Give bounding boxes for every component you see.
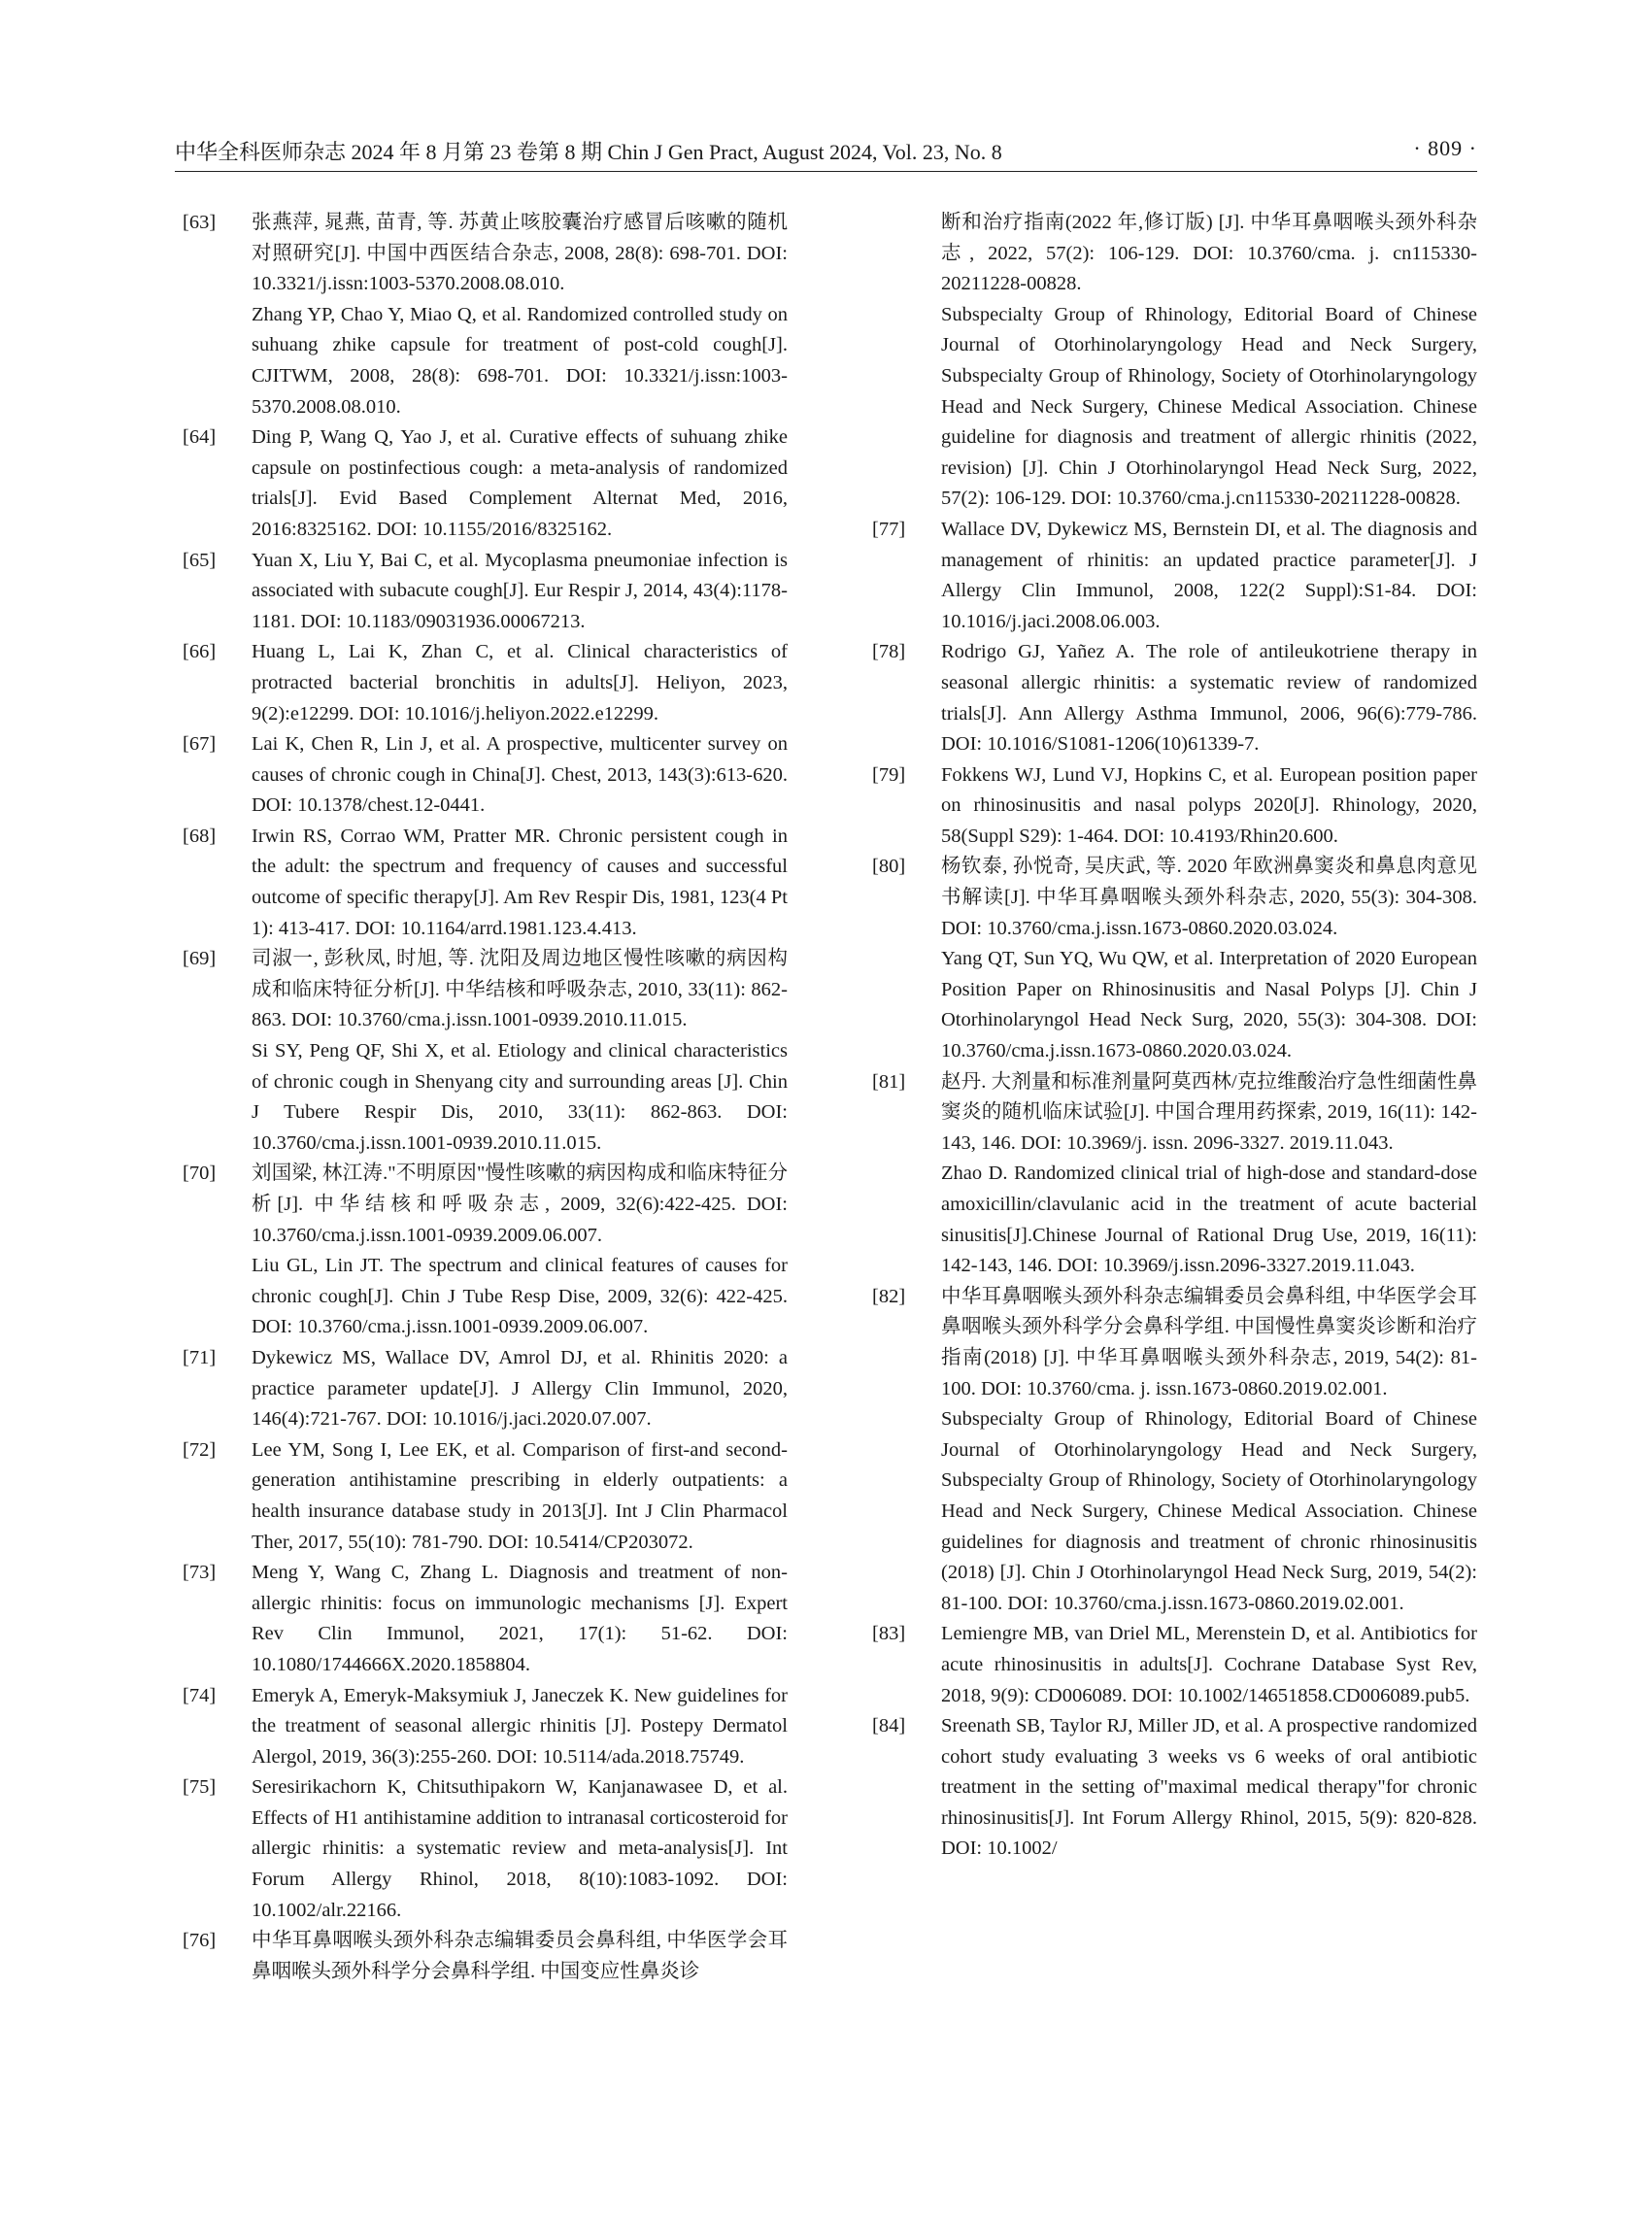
- reference-number: [65]: [183, 549, 217, 571]
- reference-entry: [183, 1772, 788, 1926]
- reference-entry: [872, 760, 1477, 853]
- reference-text: Rodrigo GJ, Yañez A. The role of antileukotriene therapy in seasonal allergic rhinitis: a systematic review of randomized trials[J]. Ann Allergy Asthma Immunol, 2006, 96(6):779-786. DOI: 10.1016/S1081-1206(10)61339-7.: [941, 641, 1477, 756]
- reference-number: [71]: [183, 1346, 217, 1368]
- reference-text: Fokkens WJ, Lund VJ, Hopkins C, et al. European position paper on rhinosinusitis and nasal polyps 2020[J]. Rhinology, 2020, 58(Suppl S29): 1-464. DOI: 10.4193/Rhin20.600.: [941, 763, 1477, 847]
- reference-text: 刘国梁, 林江涛."不明原因"慢性咳嗽的病因构成和临床特征分析[J]. 中华结核和呼吸杂志, 2009, 32(6):422-425. DOI: 10.3760/cma.j.issn.1001-0939.2009.06.007.: [252, 1163, 788, 1246]
- reference-number: [79]: [872, 763, 906, 786]
- reference-text: 司淑一, 彭秋凤, 时旭, 等. 沈阳及周边地区慢性咳嗽的病因构成和临床特征分析[J]. 中华结核和呼吸杂志, 2010, 33(11): 862-863. DOI: 10.3760/cma.j.issn.1001-0939.2010.11.015.: [252, 948, 788, 1031]
- reference-number: [66]: [183, 641, 217, 663]
- reference-text: 张燕萍, 晁燕, 苗青, 等. 苏黄止咳胶囊治疗感冒后咳嗽的随机对照研究[J]. 中国中西医结合杂志, 2008, 28(8): 698-701. DOI: 10.3321/j.issn:1003-5370.2008.08.010.: [252, 212, 788, 295]
- reference-text: Dykewicz MS, Wallace DV, Amrol DJ, et al. Rhinitis 2020: a practice parameter update[J]. J Allergy Clin Immunol, 2020, 146(4):721-767. DOI: 10.1016/j.jaci.2020.07.007.: [252, 1346, 788, 1431]
- reference-text: Subspecialty Group of Rhinology, Editorial Board of Chinese Journal of Otorhinolaryngology Head and Neck Surgery, Subspecialty Group of Rhinology, Society of Otorhinolaryngology Head and Neck Surgery, Chinese Medical Association. Chinese guidelines for diagnosis and treatment of chronic rhinosinusitis (2018) [J]. Chin J Otorhinolaryngol Head Neck Surg, 2019, 54(2): 81-100. DOI: 10.3760/cma.j.issn.1673-0860.2019.02.001.: [941, 1408, 1477, 1614]
- reference-text: Lee YM, Song I, Lee EK, et al. Comparison of first-and second-generation antihistamine prescribing in elderly outpatients: a health insurance database study in 2013[J]. Int J Clin Pharmacol Ther, 2017, 55(10): 781-790. DOI: 10.5414/CP203072.: [252, 1438, 788, 1553]
- reference-entry: [183, 822, 788, 944]
- reference-number: [72]: [183, 1438, 217, 1461]
- reference-text: Liu GL, Lin JT. The spectrum and clinical features of causes for chronic cough[J]. Chin J Tube Resp Dise, 2009, 32(6): 422-425. DOI: 10.3760/cma.j.issn.1001-0939.2009.06.007.: [252, 1255, 788, 1338]
- reference-entry: [183, 208, 788, 422]
- reference-number: [67]: [183, 733, 217, 756]
- reference-text: 中华耳鼻咽喉头颈外科杂志编辑委员会鼻科组, 中华医学会耳鼻咽喉头颈外科学分会鼻科学组. 中国慢性鼻窦炎诊断和治疗指南(2018) [J]. 中华耳鼻咽喉头颈外科杂志, 2019, 54(2): 81-100. DOI: 10.3760/cma. j. issn.1673-0860.2019.02.001.: [941, 1285, 1477, 1399]
- reference-text: Zhao D. Randomized clinical trial of high-dose and standard-dose amoxicillin/clavulanic acid in the treatment of acute bacterial sinusitis[J].Chinese Journal of Rational Drug Use, 2019, 16(11): 142-143, 146. DOI: 10.3969/j.issn.2096-3327.2019.11.043.: [941, 1163, 1477, 1277]
- reference-number: [76]: [183, 1930, 217, 1952]
- reference-number: [82]: [872, 1285, 906, 1307]
- reference-text: Zhang YP, Chao Y, Miao Q, et al. Randomized controlled study on suhuang zhike capsule for treatment of post-cold cough[J]. CJITWM, 2008, 28(8): 698-701. DOI: 10.3321/j.issn:1003-5370.2008.08.010.: [252, 303, 788, 418]
- reference-number: [83]: [872, 1623, 906, 1645]
- reference-text: Irwin RS, Corrao WM, Pratter MR. Chronic persistent cough in the adult: the spectrum and frequency of causes and successful outcome of specific therapy[J]. Am Rev Respir Dis, 1981, 123(4 Pt 1): 413-417. DOI: 10.1164/arrd.1981.123.4.413.: [252, 825, 788, 939]
- reference-entry: [183, 422, 788, 545]
- reference-text: Seresirikachorn K, Chitsuthipakorn W, Kanjanawasee D, et al. Effects of H1 antihistamine addition to intranasal corticosteroid for allergic rhinitis: a systematic review and meta-analysis[J]. Int Forum Allergy Rhinol, 2018, 8(10):1083-1092. DOI: 10.1002/alr.22166.: [252, 1776, 788, 1921]
- reference-text: Lai K, Chen R, Lin J, et al. A prospective, multicenter survey on causes of chronic cough in China[J]. Chest, 2013, 143(3):613-620. DOI: 10.1378/chest.12-0441.: [252, 733, 788, 817]
- reference-entry: [872, 1619, 1477, 1711]
- reference-entry: [183, 1435, 788, 1558]
- reference-number: [74]: [183, 1684, 217, 1706]
- reference-entry: [183, 1681, 788, 1773]
- reference-number: [84]: [872, 1715, 906, 1737]
- reference-text: Subspecialty Group of Rhinology, Editorial Board of Chinese Journal of Otorhinolaryngology Head and Neck Surgery, Subspecialty Group of Rhinology, Society of Otorhinolaryngology Head and Neck Surgery, Chinese Medical Association. Chinese guideline for diagnosis and treatment of allergic rhinitis (2022, revision) [J]. Chin J Otorhinolaryngol Head Neck Surg, 2022, 57(2): 106-129. DOI: 10.3760/cma.j.cn115330-20211228-00828.: [941, 303, 1477, 510]
- reference-number: [64]: [183, 426, 217, 449]
- reference-text: Yang QT, Sun YQ, Wu QW, et al. Interpretation of 2020 European Position Paper on Rhinosinusitis and Nasal Polyps [J]. Chin J Otorhinolaryngol Head Neck Surg, 2020, 55(3): 304-308. DOI: 10.3760/cma.j.issn.1673-0860.2020.03.024.: [941, 948, 1477, 1062]
- reference-text: Yuan X, Liu Y, Bai C, et al. Mycoplasma pneumoniae infection is associated with subacute cough[J]. Eur Respir J, 2014, 43(4):1178-1181. DOI: 10.1183/09031936.00067213.: [252, 549, 788, 632]
- reference-text: Wallace DV, Dykewicz MS, Bernstein DI, et al. The diagnosis and management of rhinitis: an updated practice parameter[J]. J Allergy Clin Immunol, 2008, 122(2 Suppl):S1-84. DOI: 10.1016/j.jaci.2008.06.003.: [941, 518, 1477, 632]
- reference-text: Meng Y, Wang C, Zhang L. Diagnosis and treatment of non-allergic rhinitis: focus on immunologic mechanisms [J]. Expert Rev Clin Immunol, 2021, 17(1): 51-62. DOI: 10.1080/1744666X.2020.1858804.: [252, 1562, 788, 1675]
- reference-text: 中华耳鼻咽喉头颈外科杂志编辑委员会鼻科组, 中华医学会耳鼻咽喉头颈外科学分会鼻科学组. 中国变应性鼻炎诊: [252, 1930, 788, 1982]
- reference-text: Ding P, Wang Q, Yao J, et al. Curative effects of suhuang zhike capsule on postinfectious cough: a meta-analysis of randomized trials[J]. Evid Based Complement Alternat Med, 2016, 2016:8325162. DOI: 10.1155/2016/8325162.: [252, 426, 788, 540]
- reference-entry: [183, 546, 788, 638]
- reference-number: [69]: [183, 948, 217, 970]
- reference-entry: [183, 1343, 788, 1435]
- reference-text: Emeryk A, Emeryk-Maksymiuk J, Janeczek K. New guidelines for the treatment of seasonal allergic rhinitis [J]. Postepy Dermatol Alergol, 2019, 36(3):255-260. DOI: 10.5114/ada.2018.75749.: [252, 1684, 788, 1768]
- reference-number: [78]: [872, 641, 906, 663]
- journal-citation: 中华全科医师杂志 2024 年 8 月第 23 卷第 8 期 Chin J Gen Pract, August 2024, Vol. 23, No. 8: [175, 140, 1002, 164]
- reference-entry: [872, 1067, 1477, 1282]
- reference-number: [77]: [872, 518, 906, 540]
- reference-entry: [183, 1926, 788, 1987]
- reference-entry: [872, 637, 1477, 759]
- reference-number: [75]: [183, 1776, 217, 1799]
- reference-text: 赵丹. 大剂量和标准剂量阿莫西林/克拉维酸治疗急性细菌性鼻窦炎的随机临床试验[J]. 中国合理用药探索, 2019, 16(11): 142-143, 146. DOI: 10.3969/j. issn. 2096-3327. 2019.11.043.: [941, 1070, 1477, 1154]
- reference-text: Huang L, Lai K, Zhan C, et al. Clinical characteristics of protracted bacterial bronchitis in adults[J]. Heliyon, 2023, 9(2):e12299. DOI: 10.1016/j.heliyon.2022.e12299.: [252, 641, 788, 725]
- reference-entry: [872, 515, 1477, 637]
- reference-entry: [183, 1558, 788, 1680]
- reference-number: [80]: [872, 856, 906, 878]
- reference-column-left: [183, 208, 788, 1987]
- reference-entry: [872, 1282, 1477, 1620]
- reference-entry: [872, 208, 1477, 515]
- reference-entry: [183, 729, 788, 822]
- reference-entry: [183, 1159, 788, 1343]
- reference-text: Lemiengre MB, van Driel ML, Merenstein D, et al. Antibiotics for acute rhinosinusitis in adults[J]. Cochrane Database Syst Rev, 2018, 9(9): CD006089. DOI: 10.1002/14651858.CD006089.pub5.: [941, 1623, 1477, 1706]
- reference-number: [70]: [183, 1163, 217, 1185]
- reference-entry: [872, 852, 1477, 1066]
- reference-number: [73]: [183, 1562, 217, 1584]
- reference-text: Si SY, Peng QF, Shi X, et al. Etiology and clinical characteristics of chronic cough in Shenyang city and surrounding areas [J]. Chin J Tubere Respir Dis, 2010, 33(11): 862-863. DOI: 10.3760/cma.j.issn.1001-0939.2010.11.015.: [252, 1040, 788, 1154]
- reference-column-right: [872, 208, 1477, 1865]
- reference-text: 断和治疗指南(2022 年,修订版) [J]. 中华耳鼻咽喉头颈外科杂志, 2022, 57(2): 106-129. DOI: 10.3760/cma. j. cn115330-20211228-00828.: [941, 212, 1477, 295]
- page-number: · 809 ·: [1413, 136, 1477, 160]
- reference-number: [68]: [183, 825, 217, 847]
- reference-number: [81]: [872, 1070, 906, 1093]
- reference-number: [63]: [183, 212, 217, 233]
- reference-entry: [183, 944, 788, 1159]
- running-header: [175, 132, 1477, 172]
- reference-entry: [183, 637, 788, 729]
- reference-text: 杨钦泰, 孙悦奇, 吴庆武, 等. 2020 年欧洲鼻窦炎和鼻息肉意见书解读[J]. 中华耳鼻咽喉头颈外科杂志, 2020, 55(3): 304-308. DOI: 10.3760/cma.j.issn.1673-0860.2020.03.024.: [941, 856, 1477, 939]
- reference-text: Sreenath SB, Taylor RJ, Miller JD, et al. A prospective randomized cohort study evaluating 3 weeks vs 6 weeks of oral antibiotic treatment in the setting of"maximal medical therapy"for chronic rhinosinusitis[J]. Int Forum Allergy Rhinol, 2015, 5(9): 820-828. DOI: 10.1002/: [941, 1715, 1477, 1860]
- reference-entry: [872, 1711, 1477, 1865]
